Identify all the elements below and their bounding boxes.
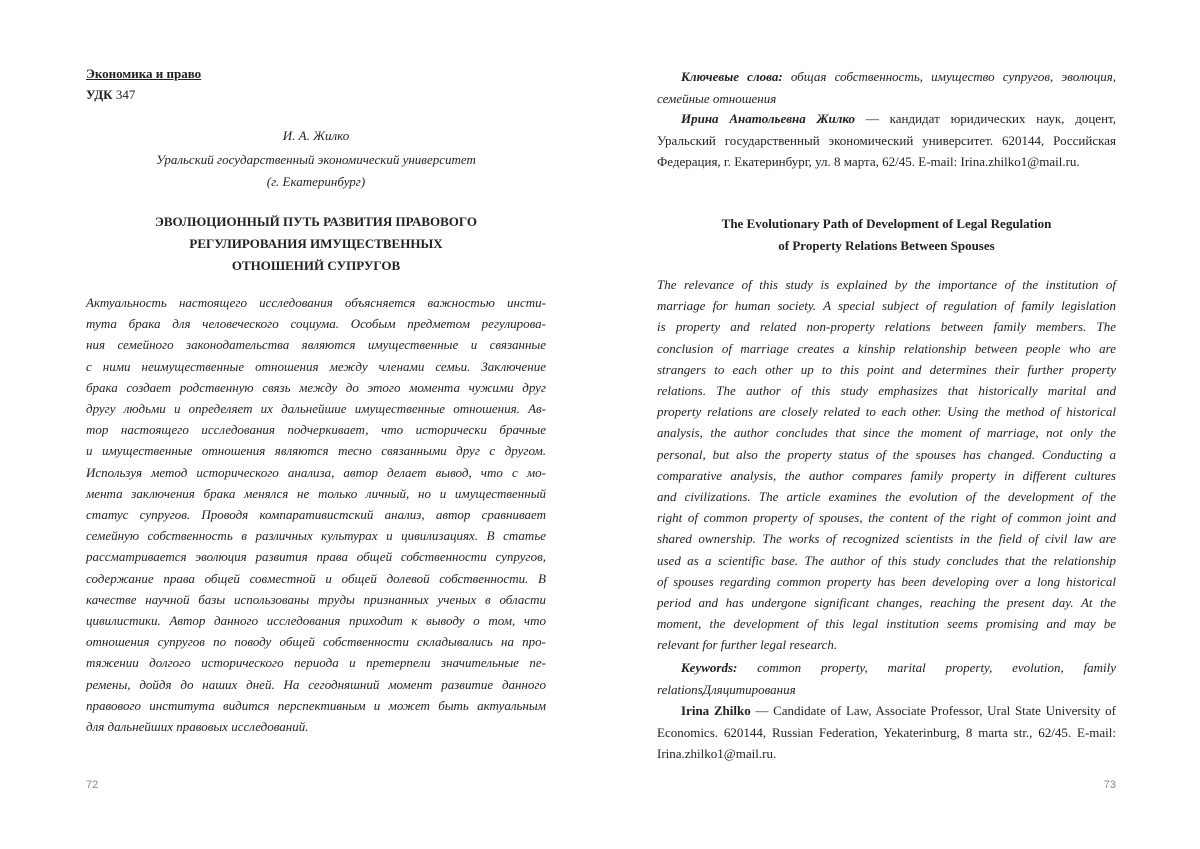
abstract-line: другу людьми и определяет их дальнейшие имущественные отношения. Ав-	[86, 401, 546, 417]
abstract-en	[657, 274, 1116, 656]
author-info-en-name: Irina Zhilko	[681, 703, 751, 718]
author-info-ru-text: — кандидат юридических наук, доцент, Уральский государственный экономический университет. 620144, Российская Федерация, г. Екатеринбург, ул. 8 марта, 62/45. E-mail: Irina.zhilko1@mail.ru.	[657, 111, 1116, 169]
abstract-en-line: The relevance of this study is explained by the importance of the institution of	[657, 277, 1116, 292]
keywords-en-text: common property, marital property, evolution, family relationsДляцитирования	[657, 660, 1116, 697]
author-name: И. А. Жилко	[282, 128, 350, 143]
abstract-en-line: and civilizations. The article examines the evolution of the development of the	[657, 489, 1116, 505]
keywords-ru	[657, 66, 1116, 109]
abstract-line: тута брака для человеческого социума. Особым предметом регулирова-	[86, 316, 546, 332]
abstract-line: правового института видится перспективным и может быть актуальным	[86, 697, 546, 713]
abstract-en-line: relevant for further legal research.	[657, 637, 838, 653]
abstract-en-line: analysis, the author concludes that since the moment of marriage, not only the	[657, 425, 1116, 441]
keywords-en	[657, 657, 1116, 700]
abstract-en-line: moment, the development of this legal institution seems promising and may be	[657, 616, 1116, 632]
abstract-en-line: conclusion of marriage creates a kinship relationship between people who are	[657, 340, 1116, 356]
abstract-en-line: period and has undergone significant changes, reaching the present day. At the	[657, 595, 1116, 611]
article-title	[86, 211, 546, 277]
abstract-line: ремены, дойдя до наших дней. На сегодняшний момент развитие данного	[86, 676, 546, 692]
author-info-en	[657, 700, 1116, 765]
abstract-line: Актуальность настоящего исследования объясняется важностью инсти-	[86, 295, 546, 310]
abstract-en-line: personal, but also the property status of the spouses has changed. Conducting a	[657, 446, 1116, 462]
abstract-line: ния семейного законодательства являются имущественные и связанные	[86, 337, 546, 353]
title-en-line: The Evolutionary Path of Development of Legal Regulation	[721, 216, 1052, 231]
abstract-line: содержание права общей совместной и общей долевой собственности. В	[86, 570, 546, 586]
keywords-ru-text: общая собственность, имущество супругов, эволюция, семейные отношения	[657, 69, 1116, 106]
abstract-line: с ними неимущественные отношения между членами семьи. Заключение	[86, 358, 546, 374]
page-number-right: 73	[1103, 779, 1116, 791]
author-info-en-text: — Candidate of Law, Associate Professor, Ural State University of Economics. 620144, Russian Federation, Yekaterinburg, 8 marta str., 62/45. E-mail: Irina.zhilko1@mail.ru.	[657, 703, 1117, 761]
abstract-line: мента заключения брака менялся не только личный, но и имущественный	[86, 485, 546, 501]
article-title-en	[657, 213, 1116, 257]
author-info-ru	[657, 108, 1116, 173]
keywords-ru-label: Ключевые слова:	[681, 69, 783, 84]
udc-label: УДК	[86, 87, 113, 102]
abstract-line: и имущественные отношения являются тесно связанными друг с другом.	[86, 443, 546, 459]
abstract-en-line: marriage for human society. A special subject of regulation of family legislation	[657, 298, 1116, 314]
abstract-en-line: shared ownership. The works of recognized scientists in the field of civil law are	[657, 531, 1116, 547]
abstract-line: тяжении долгого исторического периода и претерпели значительные пе-	[86, 655, 546, 671]
abstract-line: рассматривается эволюция развития права общей собственности супругов,	[86, 549, 546, 565]
abstract-line: цивилистики. Автор данного исследования приходит к выводу о том, что	[86, 613, 546, 629]
abstract-line: статус супругов. Проводя компаративистский анализ, автор сравнивает	[86, 507, 546, 523]
udc-line	[86, 87, 135, 103]
abstract-ru	[86, 292, 546, 737]
abstract-en-line: of spouses regarding common property has been developing over a long historical	[657, 573, 1116, 589]
abstract-en-line: is property and related non-property relations between family members. The	[657, 319, 1116, 335]
abstract-line: семейную собственность в различных культурах и цивилизациях. В статье	[86, 528, 546, 544]
author-info-ru-name: Ирина Анатольевна Жилко	[681, 111, 856, 126]
keywords-en-label: Keywords:	[681, 660, 738, 675]
abstract-en-line: used as a scientific base. The author of this study concludes that the relationship	[657, 552, 1116, 568]
left-page	[86, 0, 546, 849]
udc-value: 347	[112, 87, 136, 102]
abstract-line: тор настоящего исследования подчеркивает, что исторически брачные	[86, 422, 546, 438]
abstract-en-line: comparative analysis, the author compares family property in different cultures	[657, 467, 1116, 483]
affiliation-city: (г. Екатеринбург)	[266, 174, 366, 189]
abstract-line: качестве научной базы использованы труды признанных ученых в области	[86, 591, 546, 607]
abstract-en-line: property relations are closely related to each other. Using the method of historical	[657, 404, 1116, 420]
abstract-line: брака создает родственную связь между до этого момента чужими друг	[86, 379, 546, 395]
abstract-en-line: relations. The author of this study emphasizes that historically marital and	[657, 383, 1116, 399]
abstract-line: Используя метод исторического анализа, автор делает вывод, что с мо-	[86, 464, 546, 480]
section-label: Экономика и право	[86, 66, 202, 81]
title-line: ОТНОШЕНИЙ СУПРУГОВ	[231, 258, 401, 273]
title-line: РЕГУЛИРОВАНИЯ ИМУЩЕСТВЕННЫХ	[189, 236, 443, 251]
abstract-line: отношения супругов по поводу общей собственности складывались на про-	[86, 634, 546, 650]
title-en-line: of Property Relations Between Spouses	[778, 238, 995, 253]
right-page	[657, 0, 1116, 849]
abstract-line: для дальнейших правовых исследований.	[86, 719, 309, 735]
abstract-en-line: right of common property of spouses, the content of the right of common joint and	[657, 510, 1116, 526]
affiliation-university: Уральский государственный экономический университет	[156, 152, 476, 167]
title-line: ЭВОЛЮЦИОННЫЙ ПУТЬ РАЗВИТИЯ ПРАВОВОГО	[155, 214, 477, 229]
affiliation	[86, 149, 546, 193]
page-number-left: 72	[86, 779, 99, 791]
abstract-en-line: strangers to each other up to this point and determines their further property	[657, 361, 1116, 377]
